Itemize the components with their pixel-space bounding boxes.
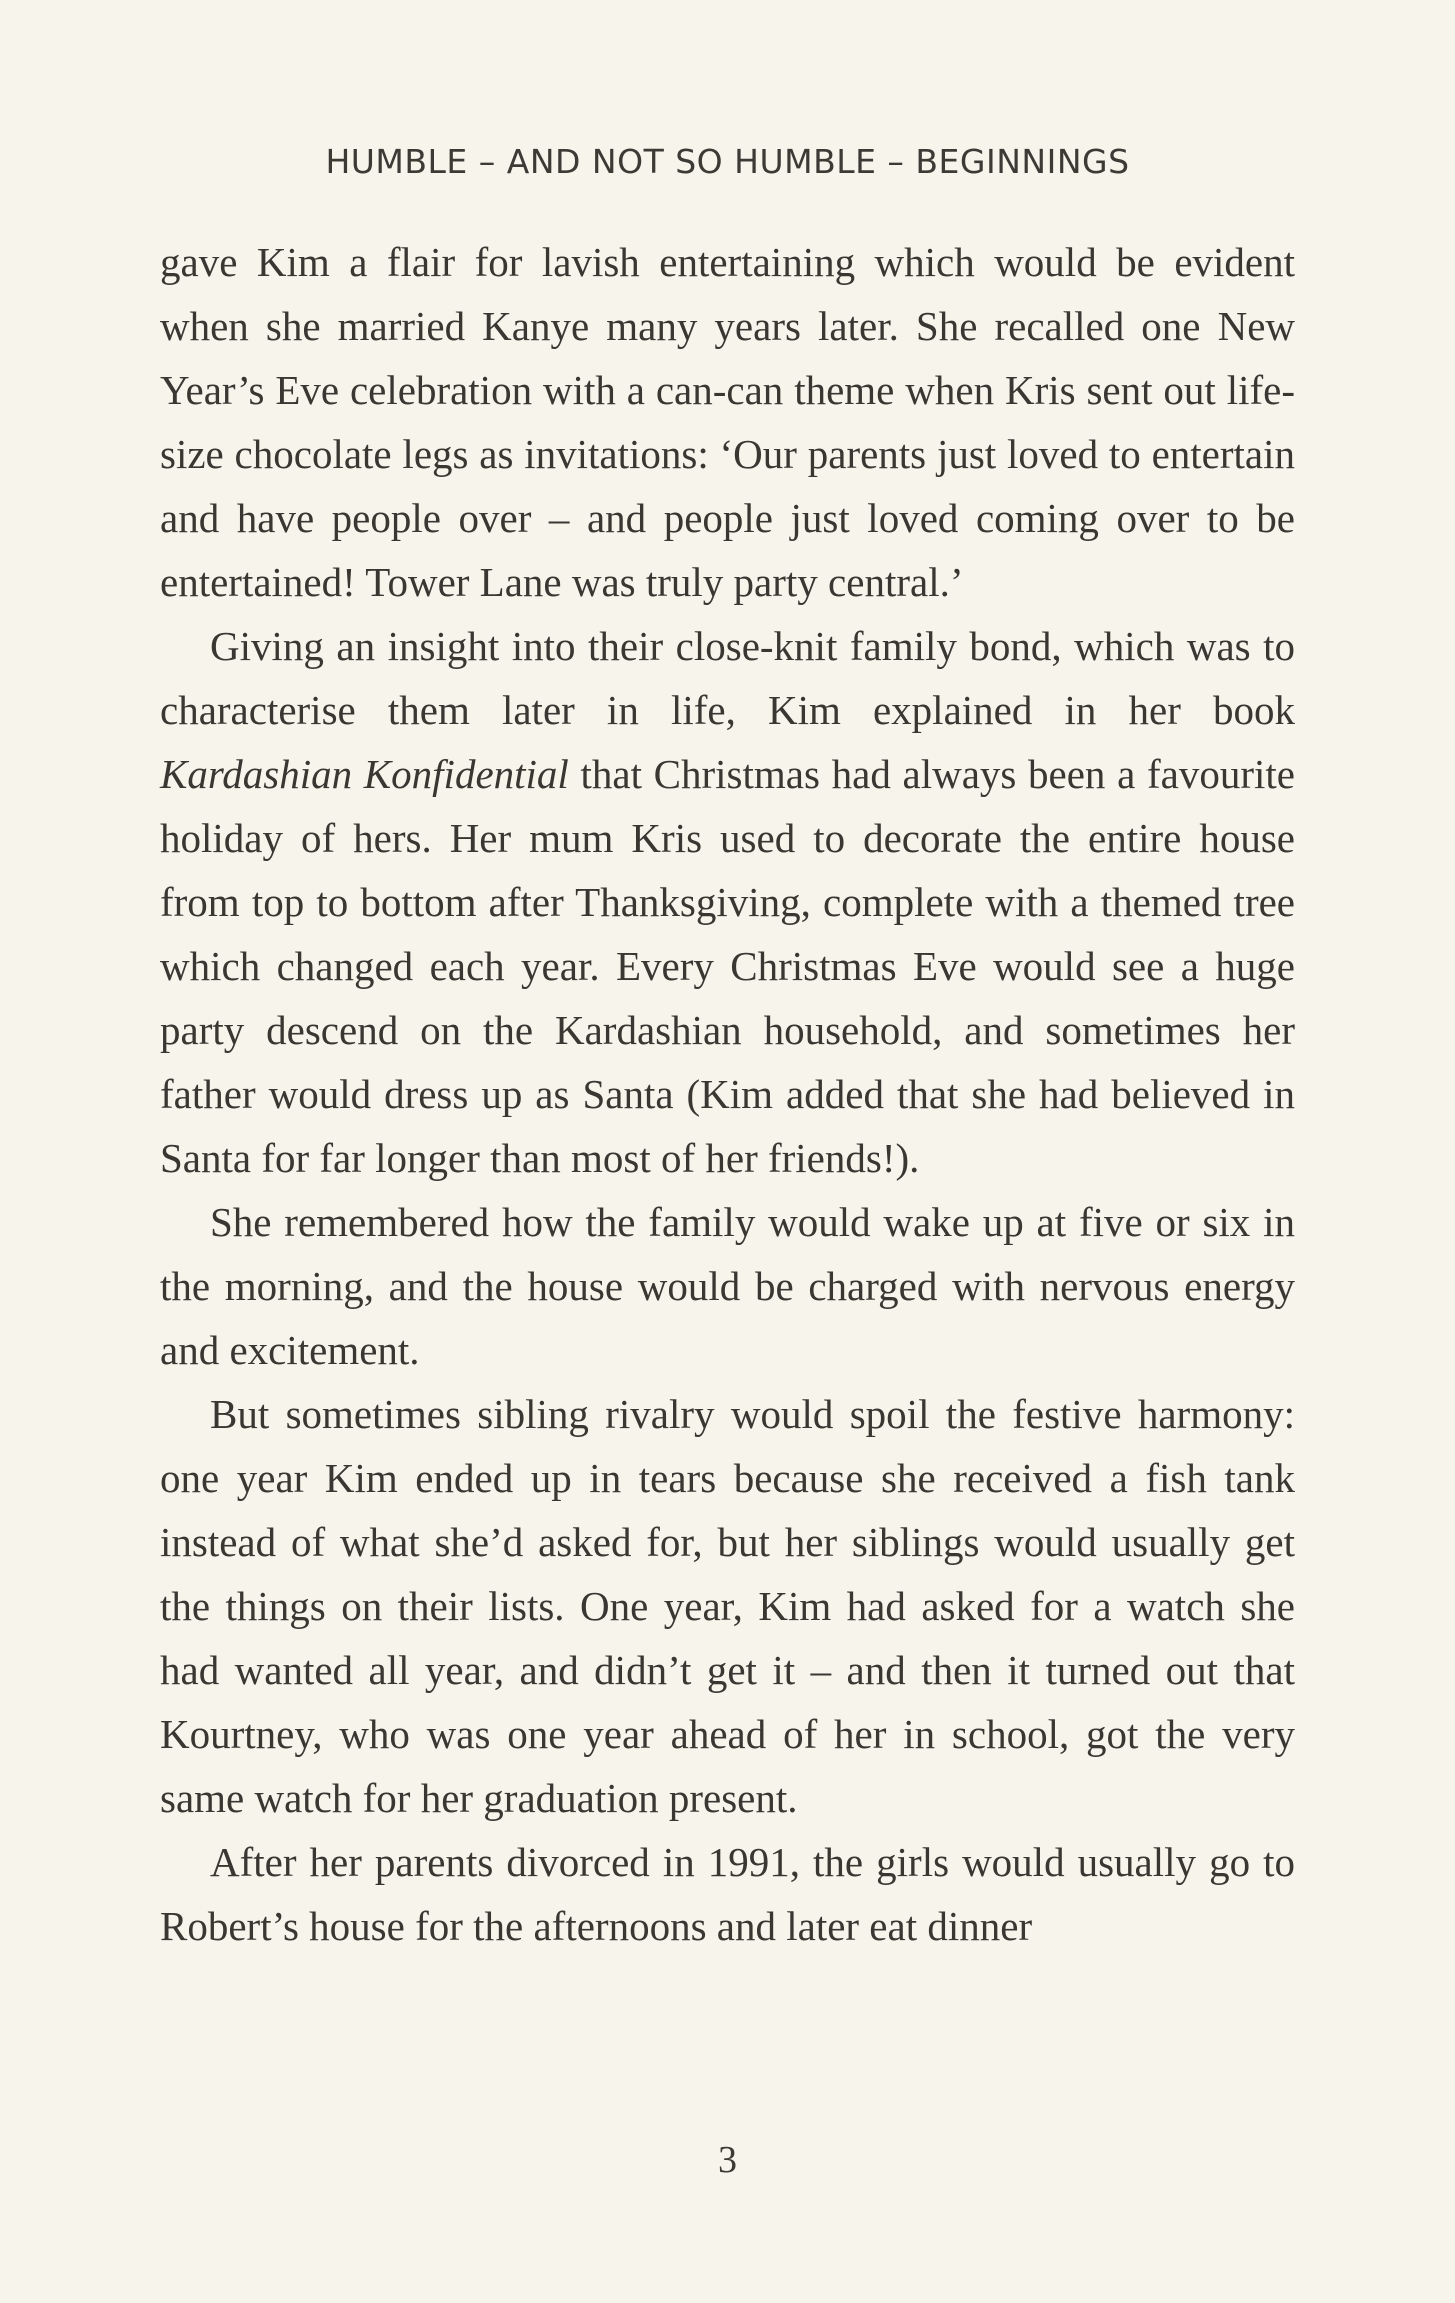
paragraph-5: After her parents divorced in 1991, the girls would usually go to Robert’s house for the afternoons and later eat dinner	[160, 1839, 1295, 1949]
body-text	[160, 230, 1295, 1958]
paragraph-4: But sometimes sibling rivalry would spoil the festive harmony: one year Kim ended up in tears because she received a fish tank instead of what she’d asked for, but her siblings would usually get the things on their lists. One year, Kim had asked for a watch she had wanted all year, and didn’t get it – and then it turned out that Kourtney, who was one year ahead of her in school, got the very same watch for her graduation present.	[160, 1391, 1295, 1821]
paragraph-2	[160, 614, 1295, 1190]
running-head: HUMBLE – AND NOT SO HUMBLE – BEGINNINGS	[325, 142, 1130, 181]
paragraph-3: She remembered how the family would wake up at five or six in the morning, and the house would be charged with nervous energy and excitement.	[160, 1199, 1295, 1373]
paragraph-2-text-after: that Christmas had always been a favourite holiday of hers. Her mum Kris used to decorate the entire house from top to bottom after Thanksgiving, complete with a themed tree which changed each year. Every Christmas Eve would see a huge party descend on the Kardashian household, and sometimes her father would dress up as Santa (Kim added that she had believed in Santa for far longer than most of her friends!).	[160, 751, 1295, 1181]
paragraph-1: gave Kim a flair for lavish entertaining which would be evident when she married Kanye many years later. She recalled one New Year’s Eve celebration with a can-can theme when Kris sent out life-size chocolate legs as invitations: ‘Our parents just loved to entertain and have people over – and people just loved coming over to be entertained! Tower Lane was truly party central.’	[160, 239, 1295, 605]
page-number: 3	[718, 2139, 737, 2181]
book-title: Kardashian Konfidential	[160, 751, 569, 797]
paragraph-2-text-before: Giving an insight into their close-knit family bond, which was to characterise them later in life, Kim explained in her book	[160, 623, 1295, 733]
